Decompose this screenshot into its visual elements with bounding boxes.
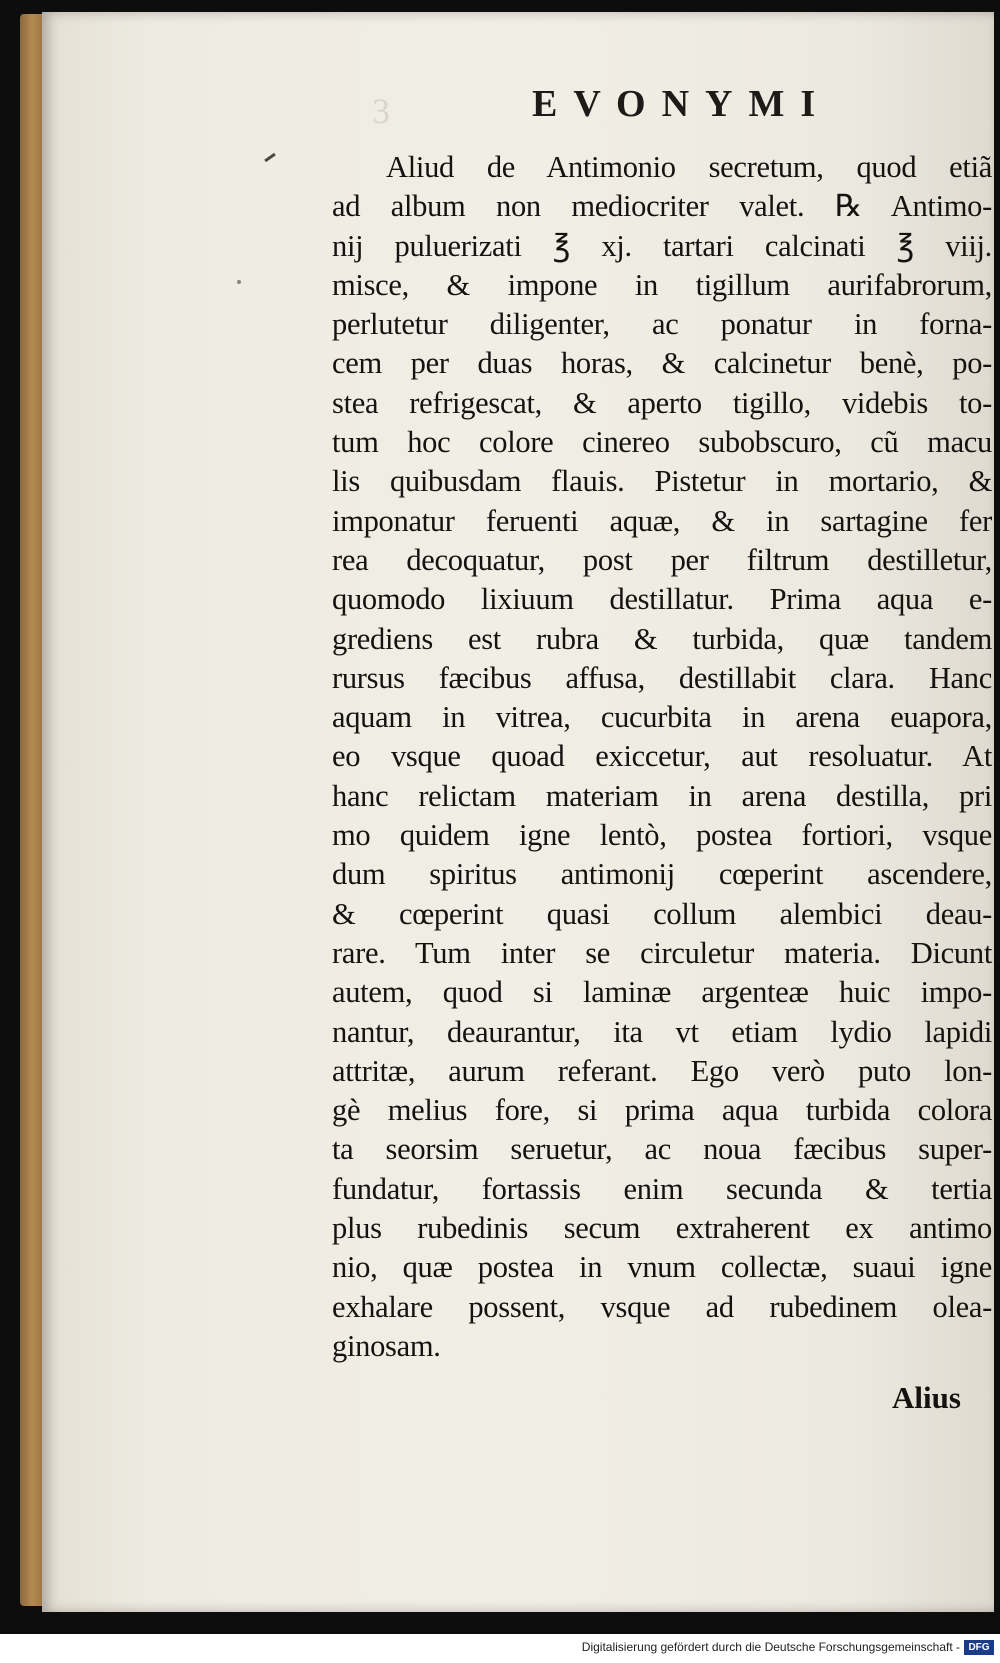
- text-line: aquam in vitrea, cucurbita in arena euapora,: [332, 700, 992, 735]
- dfg-logo: DFG: [964, 1640, 994, 1655]
- text-line: nantur, deaurantur, ita vt etiam lydio lapidi: [332, 1014, 992, 1049]
- book-page: [42, 12, 994, 1612]
- catchword: Alius: [892, 1380, 961, 1415]
- text-line: autem, quod si laminæ argenteæ huic impo-: [332, 975, 992, 1010]
- bleed-through-mark: 3: [372, 91, 390, 131]
- text-line: attritæ, aurum referant. Ego verò puto lon-: [332, 1053, 992, 1088]
- text-line: & cœperint quasi collum alembici deau-: [332, 896, 992, 931]
- text-line: Aliud de Antimonio secretum, quod etiã: [386, 150, 992, 184]
- footer-credit: Digitalisierung gefördert durch die Deutsche Forschungsgemeinschaft -: [581, 1640, 960, 1654]
- text-line: stea refrigescat, & aperto tigillo, videbis to-: [332, 385, 992, 420]
- text-line: exhalare possent, vsque ad rubedinem olea-: [332, 1289, 992, 1324]
- text-line: lis quibusdam flauis. Pistetur in mortario, &: [332, 464, 992, 499]
- text-line: perlutetur diligenter, ac ponatur in forna-: [332, 307, 992, 342]
- text-line: grediens est rubra & turbida, quæ tandem: [332, 621, 992, 656]
- text-line: hanc relictam materiam in arena destilla, pri: [332, 778, 992, 813]
- text-line: ginosam.: [332, 1328, 441, 1363]
- text-line: eo vsque quoad exiccetur, aut resoluatur. At: [332, 739, 992, 774]
- text-line: ta seorsim seruetur, ac noua fæcibus super-: [332, 1132, 992, 1167]
- text-line: rursus fæcibus affusa, destillabit clara. Hanc: [332, 660, 992, 695]
- pen-mark: [264, 153, 276, 162]
- text-line: nio, quæ postea in vnum collectæ, suaui igne: [332, 1250, 992, 1285]
- text-line: imponatur feruenti aquæ, & in sartagine fer: [332, 503, 992, 538]
- footer-bar: [0, 1634, 1000, 1663]
- text-line: nij puluerizati ℥ xj. tartari calcinati ℥ viij.: [332, 228, 992, 263]
- text-line: tum hoc colore cinereo subobscuro, cũ macu: [332, 425, 992, 460]
- stray-dot: [237, 280, 241, 284]
- text-line: ad album non mediocriter valet. ℞ Antimo-: [332, 189, 992, 224]
- text-line: mo quidem igne lentò, postea fortiori, vsque: [332, 818, 992, 853]
- text-line: rea decoquatur, post per filtrum destilletur,: [332, 542, 992, 577]
- text-line: quomodo lixiuum destillatur. Prima aqua e-: [332, 582, 992, 617]
- running-head: EVONYMI: [532, 83, 832, 125]
- text-line: plus rubedinis secum extraherent ex antimo: [332, 1211, 992, 1246]
- text-line: cem per duas horas, & calcinetur benè, po-: [332, 346, 992, 381]
- text-line: dum spiritus antimonij cœperint ascendere,: [332, 857, 992, 892]
- text-line: misce, & impone in tigillum aurifabrorum,: [332, 267, 992, 302]
- text-line: gè melius fore, si prima aqua turbida colora: [332, 1093, 992, 1128]
- body-text: [332, 148, 992, 1366]
- text-line: rare. Tum inter se circuletur materia. Dicunt: [332, 935, 992, 970]
- text-line: fundatur, fortassis enim secunda & tertia: [332, 1171, 992, 1206]
